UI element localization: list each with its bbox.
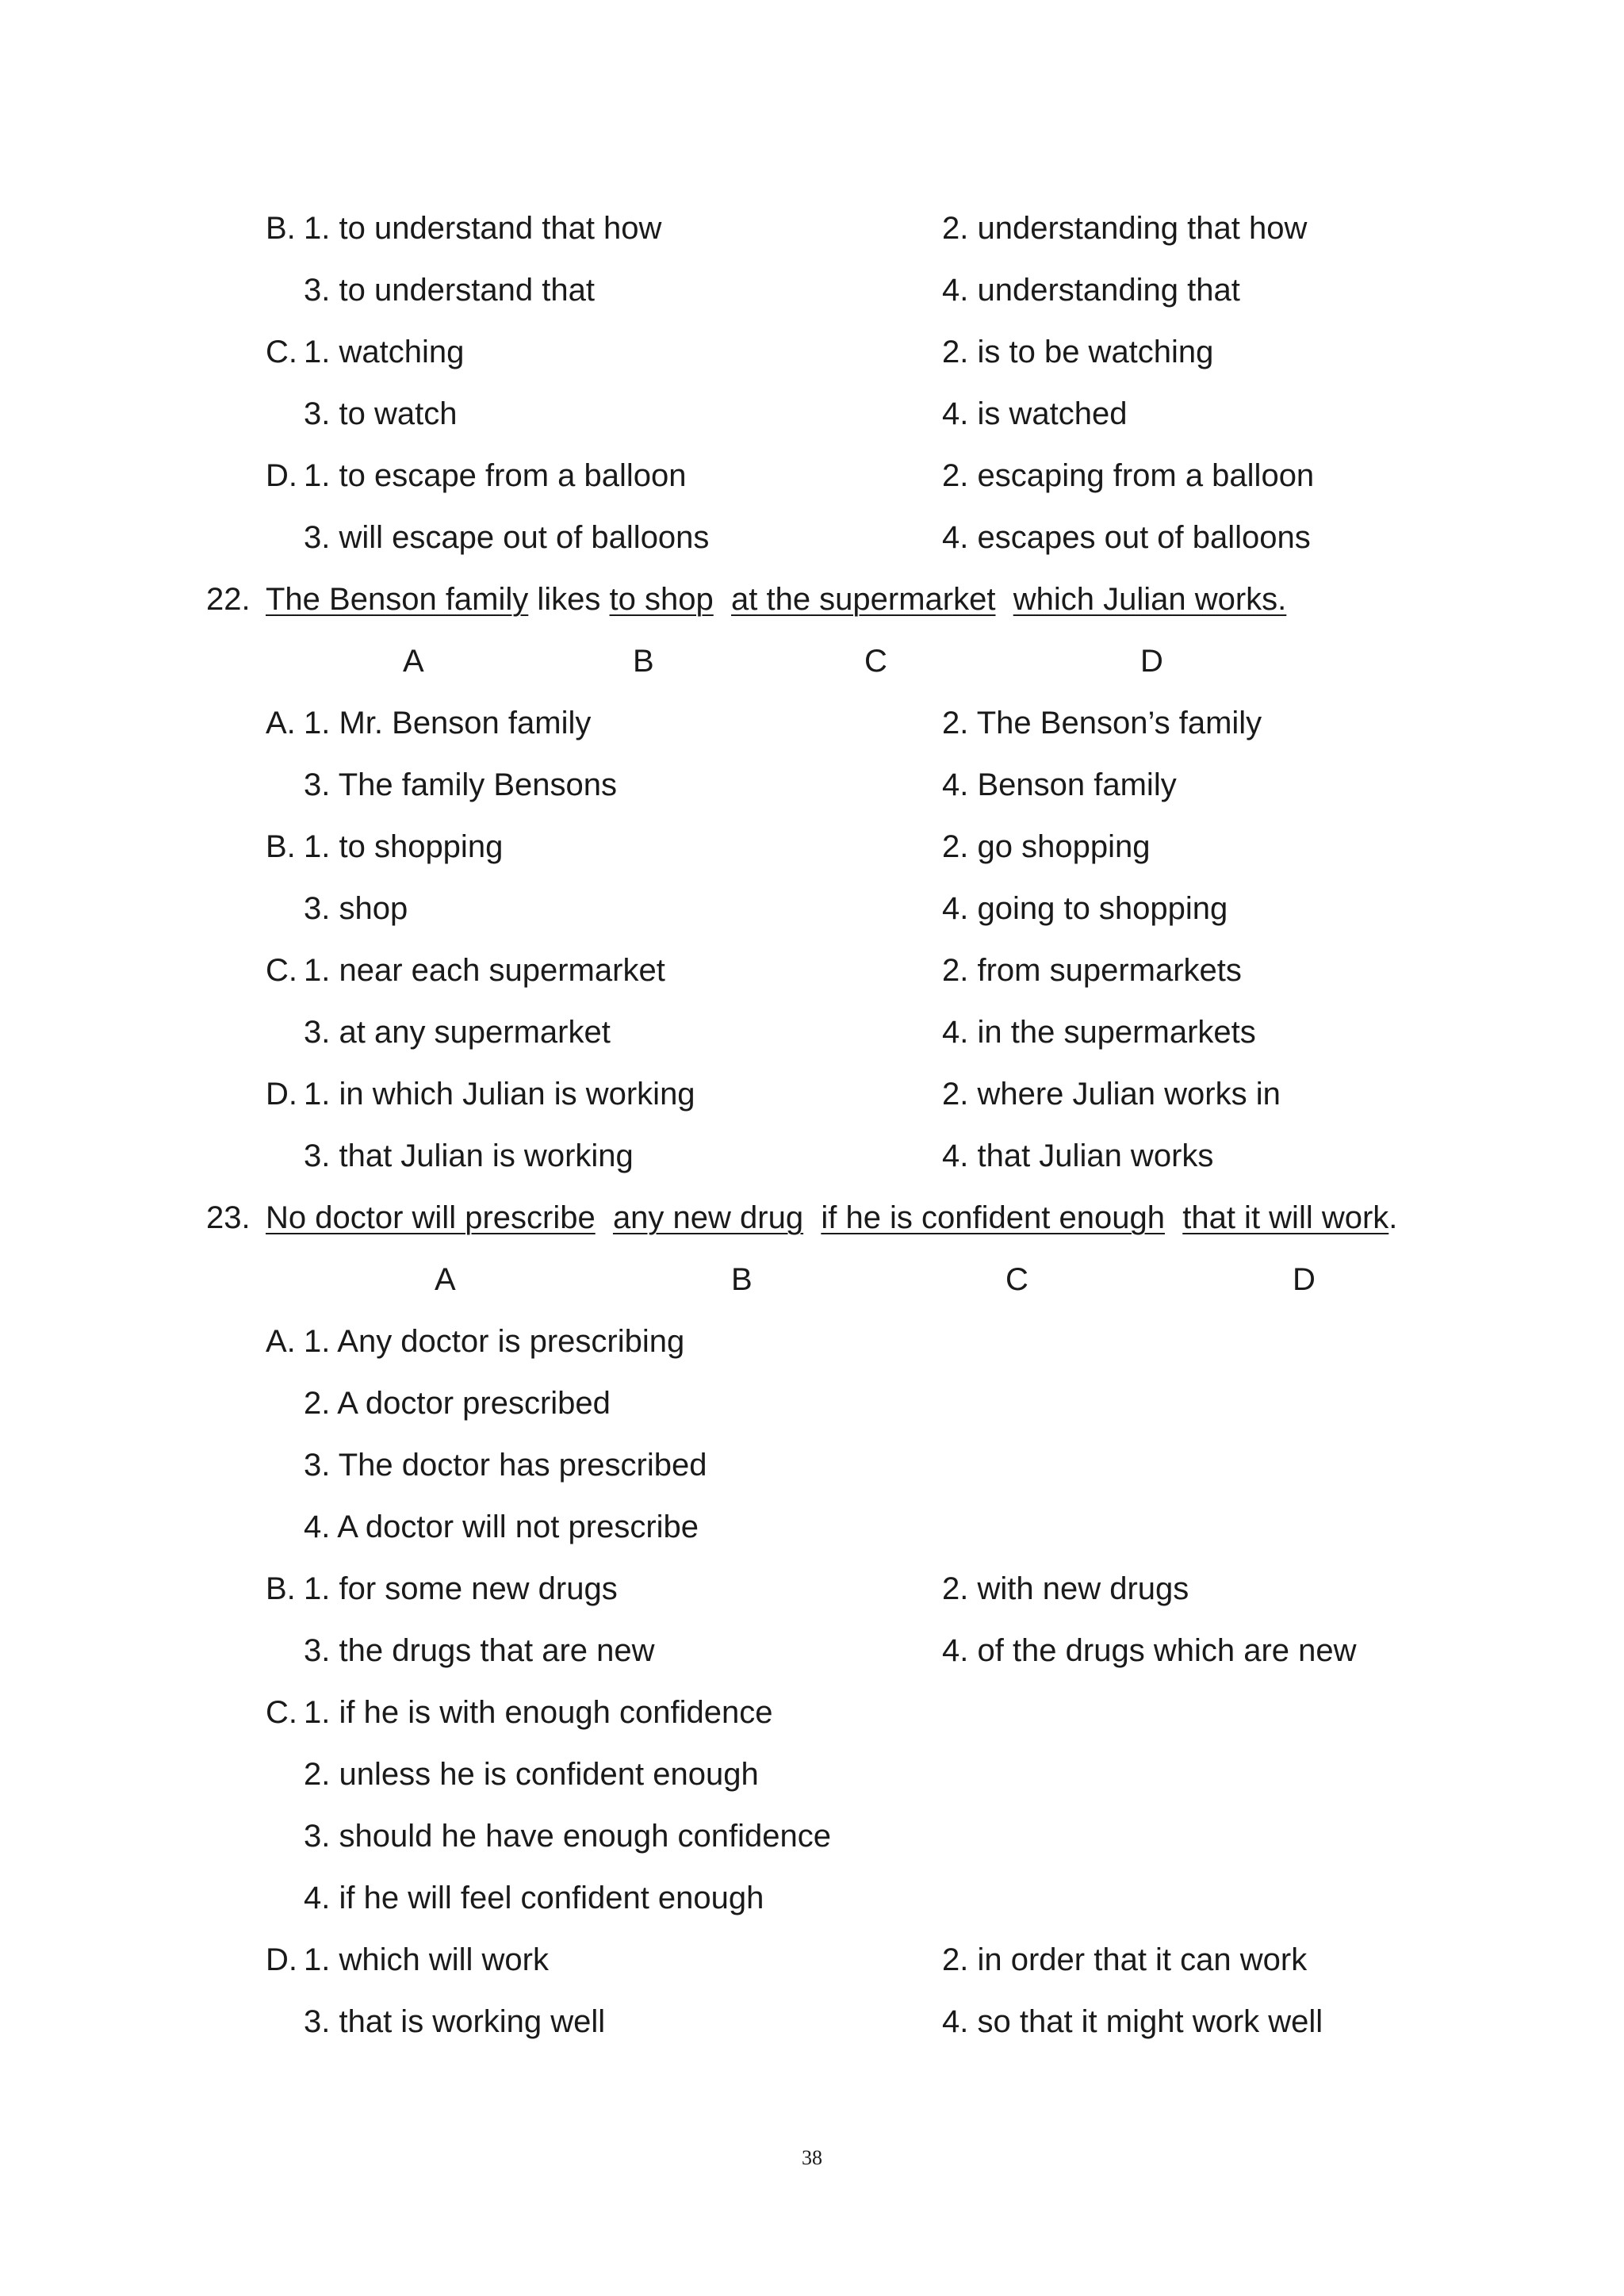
- q22-d-option-4: 4. that Julian works: [942, 1138, 1214, 1173]
- q23-segment-b: any new drug: [612, 1200, 804, 1235]
- q23-letter-b: B: [731, 1262, 753, 1297]
- q23-letter-a: A: [435, 1262, 456, 1297]
- q22-b-label: B.: [266, 829, 296, 864]
- q21-d-option-2: 2. escaping from a balloon: [942, 458, 1315, 493]
- q22-letter-b: B: [633, 644, 654, 679]
- q22-letter-a: A: [403, 644, 424, 679]
- q22-segment-a: The Benson family: [266, 582, 529, 617]
- q22-d-label: D.: [266, 1077, 297, 1112]
- q23-letter-d: D: [1293, 1262, 1316, 1297]
- q23-d-option-4: 4. so that it might work well: [942, 2004, 1323, 2039]
- q21-b-option-3: 3. to understand that: [304, 273, 595, 308]
- q22-c-option-2: 2. from supermarkets: [942, 953, 1242, 988]
- q22-b-option-2: 2. go shopping: [942, 829, 1151, 864]
- q23-d-label: D.: [266, 1942, 297, 1977]
- q23-stem: [266, 1199, 1397, 1237]
- q21-b-option-1: 1. to understand that how: [304, 211, 662, 246]
- q21-d-option-3: 3. will escape out of balloons: [304, 520, 710, 555]
- q23-segment-a: No doctor will prescribe: [266, 1200, 596, 1235]
- q23-b-option-1: 1. for some new drugs: [304, 1571, 618, 1606]
- q22-c-option-1: 1. near each supermarket: [304, 953, 665, 988]
- q23-segment-c: if he is confident enough: [821, 1200, 1165, 1235]
- q23-d-option-3: 3. that is working well: [304, 2004, 606, 2039]
- q21-c-option-3: 3. to watch: [304, 396, 458, 431]
- q22-a-option-1: 1. Mr. Benson family: [304, 706, 592, 740]
- page-number: 38: [802, 2146, 822, 2169]
- q22-b-option-3: 3. shop: [304, 891, 408, 926]
- q21-b-label: B.: [266, 211, 296, 246]
- q21-d-option-1: 1. to escape from a balloon: [304, 458, 687, 493]
- q22-segment-c: at the supermarket: [730, 582, 996, 617]
- q21-c-option-4: 4. is watched: [942, 396, 1128, 431]
- q23-b-option-4: 4. of the drugs which are new: [942, 1633, 1357, 1668]
- q21-d-label: D.: [266, 458, 297, 493]
- q23-d-option-2: 2. in order that it can work: [942, 1942, 1308, 1977]
- q23-c-option-4: 4. if he will feel confident enough: [304, 1881, 764, 1915]
- q22-a-label: A.: [266, 706, 296, 740]
- q22-d-option-2: 2. where Julian works in: [942, 1077, 1281, 1112]
- q23-number: 23.: [206, 1200, 251, 1235]
- q22-a-option-2: 2. The Benson’s family: [942, 706, 1262, 740]
- q23-letter-c: C: [1005, 1262, 1028, 1297]
- q23-a-option-2: 2. A doctor prescribed: [304, 1386, 611, 1421]
- q23-c-option-1: 1. if he is with enough confidence: [304, 1695, 773, 1730]
- q23-a-option-3: 3. The doctor has prescribed: [304, 1448, 707, 1483]
- q22-a-option-4: 4. Benson family: [942, 767, 1177, 802]
- q22-c-label: C.: [266, 953, 297, 988]
- q22-b-option-4: 4. going to shopping: [942, 891, 1228, 926]
- q21-b-option-4: 4. understanding that: [942, 273, 1240, 308]
- q21-c-option-1: 1. watching: [304, 335, 465, 369]
- q21-b-option-2: 2. understanding that how: [942, 211, 1308, 246]
- q22-letter-d: D: [1140, 644, 1163, 679]
- q23-a-option-4: 4. A doctor will not prescribe: [304, 1510, 699, 1544]
- q22-c-option-3: 3. at any supermarket: [304, 1015, 611, 1050]
- q22-stem: [266, 580, 1286, 618]
- q22-segment-d: which Julian works.: [1013, 582, 1287, 617]
- q22-segment-b: to shop: [609, 582, 714, 617]
- q23-a-option-1: 1. Any doctor is prescribing: [304, 1324, 685, 1359]
- q22-d-option-1: 1. in which Julian is working: [304, 1077, 695, 1112]
- q22-gap-1: likes: [528, 582, 610, 617]
- q22-c-option-4: 4. in the supermarkets: [942, 1015, 1256, 1050]
- q23-a-label: A.: [266, 1324, 296, 1359]
- q23-b-option-2: 2. with new drugs: [942, 1571, 1189, 1606]
- q22-number: 22.: [206, 582, 251, 617]
- q21-c-label: C.: [266, 335, 297, 369]
- q23-d-option-1: 1. which will work: [304, 1942, 549, 1977]
- q23-c-option-2: 2. unless he is confident enough: [304, 1757, 759, 1792]
- q21-c-option-2: 2. is to be watching: [942, 335, 1214, 369]
- q23-segment-d: that it will work: [1182, 1200, 1389, 1235]
- q22-b-option-1: 1. to shopping: [304, 829, 504, 864]
- q23-period: .: [1388, 1200, 1398, 1235]
- q22-d-option-3: 3. that Julian is working: [304, 1138, 634, 1173]
- q23-c-label: C.: [266, 1695, 297, 1730]
- q23-b-label: B.: [266, 1571, 296, 1606]
- q23-b-option-3: 3. the drugs that are new: [304, 1633, 655, 1668]
- q22-a-option-3: 3. The family Bensons: [304, 767, 618, 802]
- q23-c-option-3: 3. should he have enough confidence: [304, 1819, 831, 1854]
- q22-letter-c: C: [864, 644, 887, 679]
- q21-d-option-4: 4. escapes out of balloons: [942, 520, 1311, 555]
